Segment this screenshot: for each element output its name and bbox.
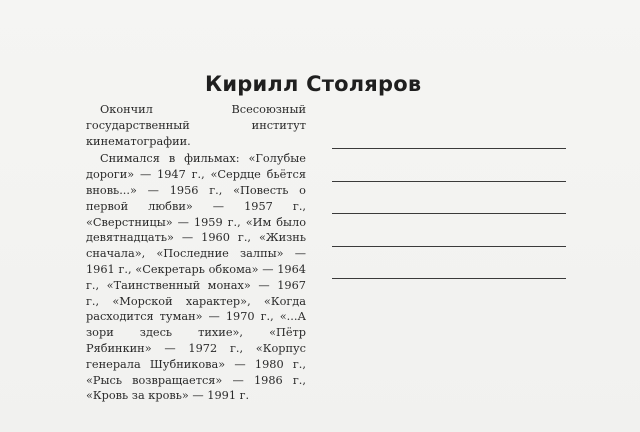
page-title: Кирилл Столяров xyxy=(205,72,422,96)
filmography-paragraph: Снимался в фильмах: «Голубые дороги» — 1947 г., «Сердце бьётся вновь...» — 1956 г., «Повесть о первой любви» — 1957 г., «Сверстницы» — 1959 г., «Им было девятнадцать» — 1960 г., «Жизнь сначала», «Последние залпы» — 1961 г., «Секретарь обкома» — 1964 г., «Таинственный монах» — 1967 г., «Морской характер», «Когда расходится туман» — 1970 г., «...А зори здесь тихие», «Пётр Рябинкин» — 1972 г., «Корпус генерала Шубникова» — 1980 г., «Рысь возвращается» — 1986 г., «Кровь за кровь» — 1991 г. xyxy=(86,152,306,403)
writing-lines xyxy=(332,148,566,311)
writing-line xyxy=(332,213,566,214)
education-paragraph: Окончил Всесоюзный государственный институт кинематографии. xyxy=(86,103,306,148)
writing-line xyxy=(332,246,566,247)
writing-line xyxy=(332,278,566,279)
biography-text xyxy=(86,102,306,404)
writing-line xyxy=(332,148,566,149)
writing-line xyxy=(332,181,566,182)
